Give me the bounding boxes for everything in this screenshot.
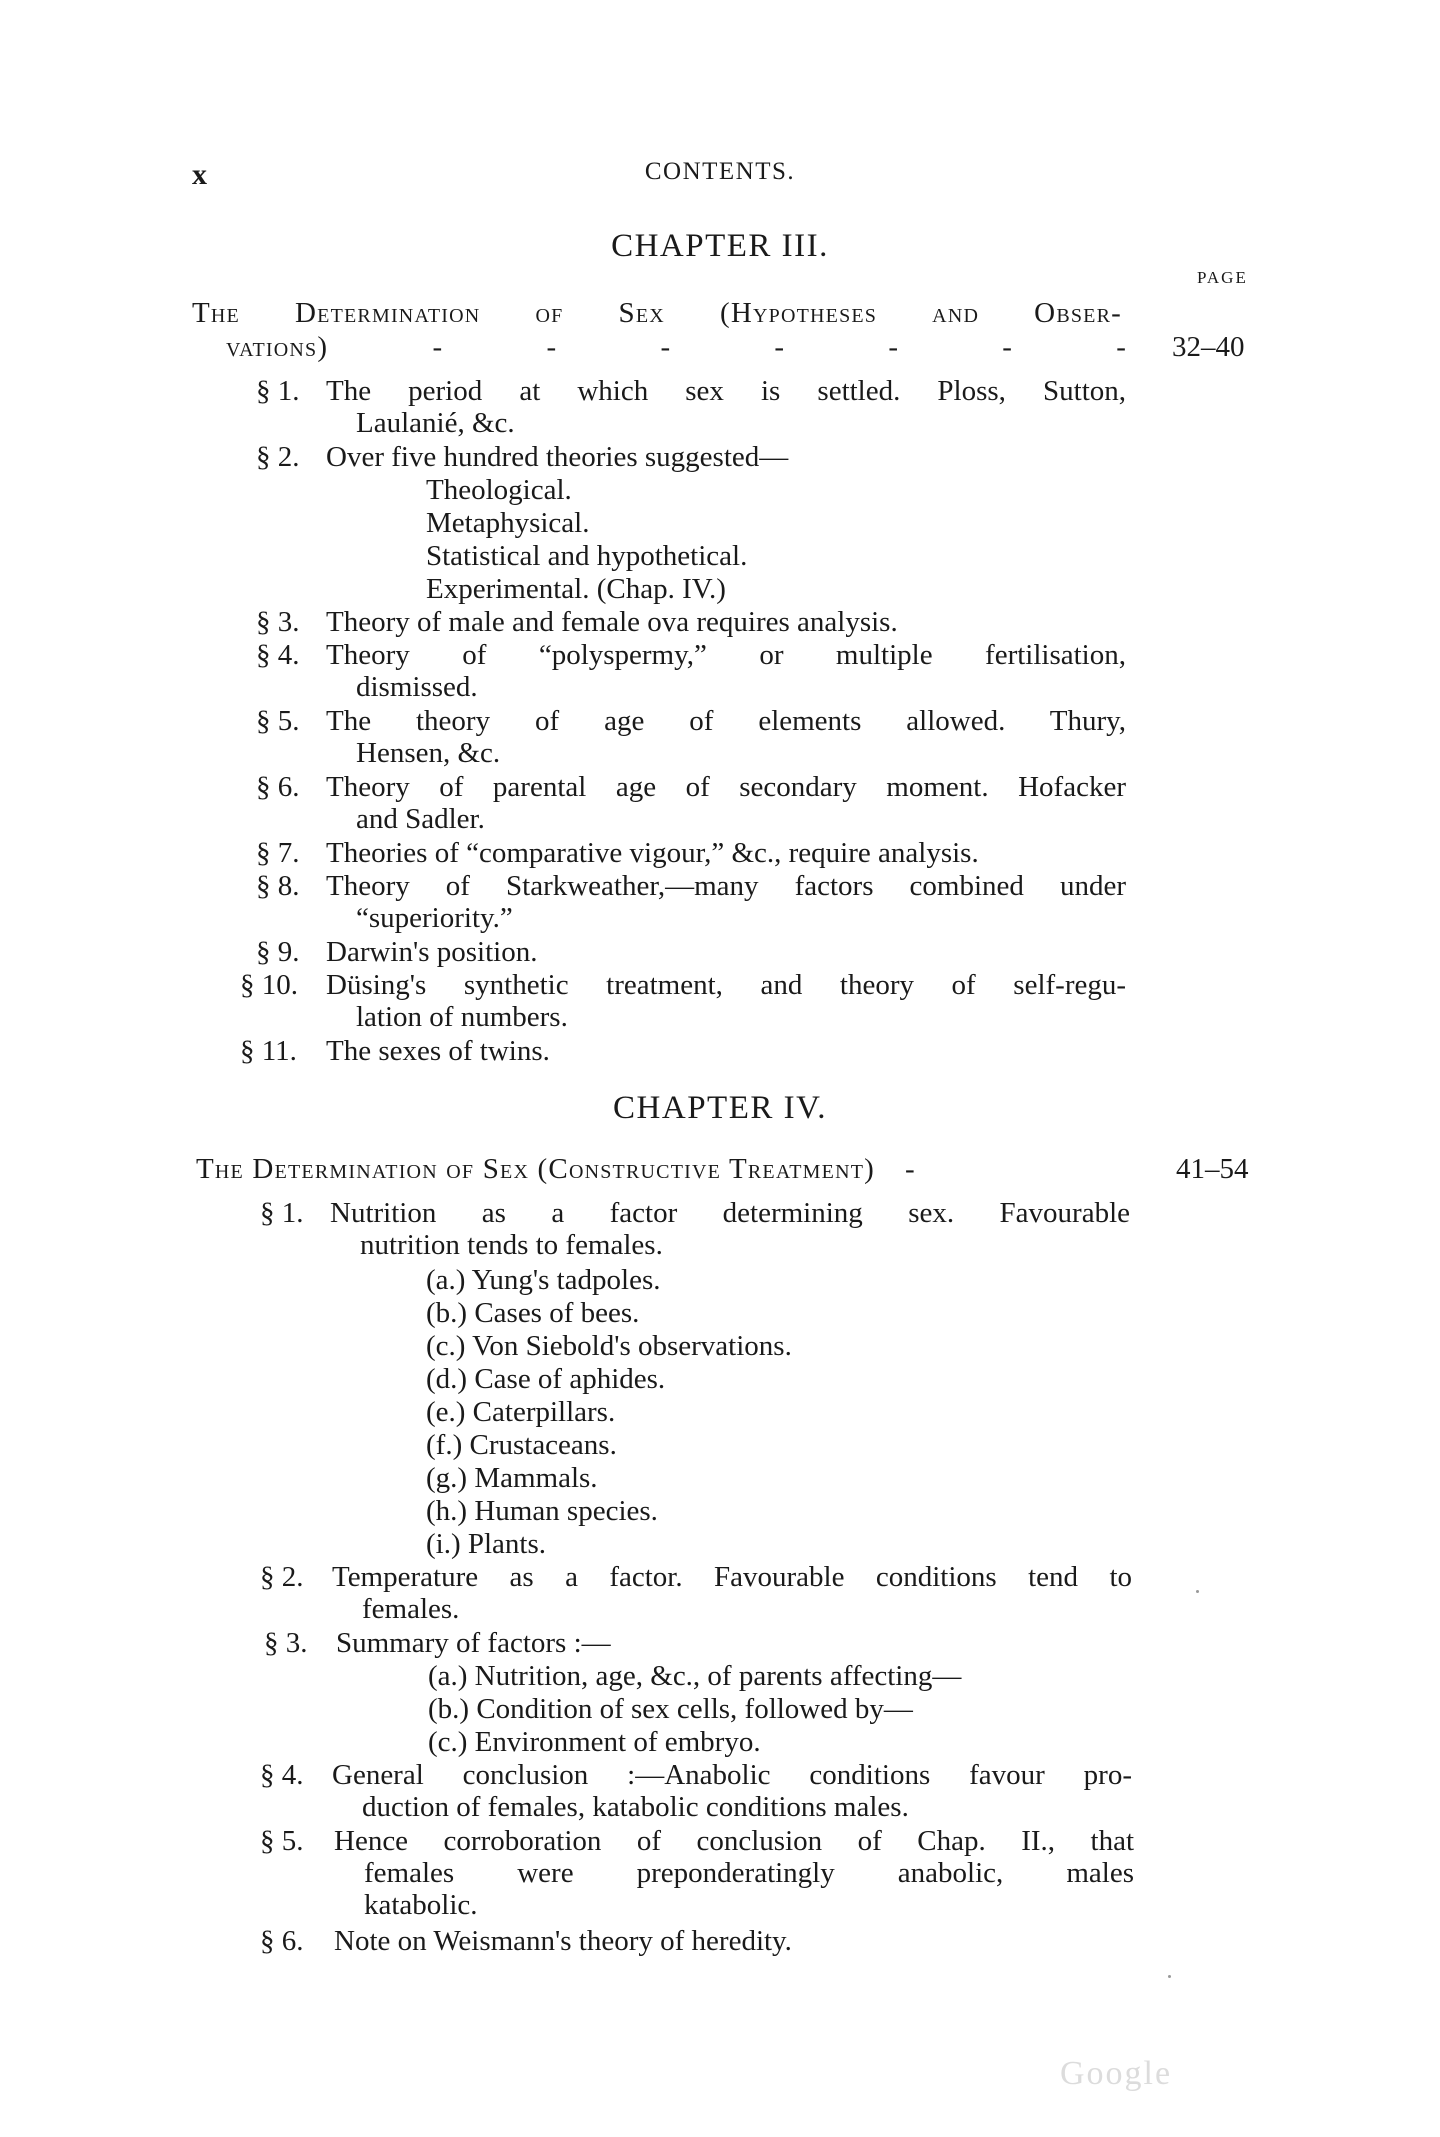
leader-dot: -	[888, 331, 899, 363]
section-text: Theories of “comparative vigour,” &c., require analysis.	[326, 837, 979, 869]
section-number: § 4.	[260, 1759, 304, 1791]
ch3-section-3	[256, 605, 898, 639]
section-number: § 2.	[256, 441, 300, 473]
ch4-section-3	[264, 1626, 611, 1660]
ch3-section-10	[240, 968, 1126, 1033]
ch4-subitem: (b.) Condition of sex cells, followed by—	[428, 1693, 913, 1725]
section-text: Theory of Starkweather,—many factors combined under	[326, 870, 1126, 902]
ch3-subitem: Experimental. (Chap. IV.)	[426, 573, 726, 605]
section-text: Hence corroboration of conclusion of Chap. II., that	[334, 1825, 1134, 1857]
chapter-4-title	[196, 1152, 1130, 1186]
section-number: § 8.	[256, 870, 300, 902]
section-text-cont: Hensen, &c.	[356, 737, 501, 769]
section-number: § 6.	[260, 1925, 304, 1957]
section-text: The period at which sex is settled. Ploss, Sutton,	[326, 375, 1126, 407]
ch3-subitem: Statistical and hypothetical.	[426, 540, 748, 572]
section-number: § 1.	[256, 375, 300, 407]
ch4-subitem: (c.) Environment of embryo.	[428, 1726, 761, 1758]
ch4-subitem: (h.) Human species.	[426, 1495, 658, 1527]
section-text-cont: Laulanié, &c.	[356, 407, 515, 439]
running-header	[0, 158, 1440, 192]
chapter-3-title-line2	[226, 330, 1126, 364]
section-number: § 9.	[256, 936, 300, 968]
chapter-3-title-line1: The Determination of Sex (Hypotheses and Obser-	[192, 297, 1122, 329]
ch3-section-6	[256, 770, 1126, 835]
ch3-subitem: Theological.	[426, 474, 572, 506]
section-number: § 11.	[240, 1035, 297, 1067]
ch4-subitem: (a.) Nutrition, age, &c., of parents affecting—	[428, 1660, 962, 1692]
section-number: § 2.	[260, 1561, 304, 1593]
section-text-cont: females.	[362, 1593, 460, 1625]
chapter-3-pages: 32–40	[1172, 331, 1245, 363]
scan-speck	[1196, 1590, 1199, 1593]
ch3-section-9	[256, 935, 538, 969]
ch4-subitem: (e.) Caterpillars.	[426, 1396, 616, 1428]
chapter-4-heading: CHAPTER IV.	[613, 1090, 827, 1126]
section-text: Nutrition as a factor determining sex. Favourable	[330, 1197, 1130, 1229]
ch3-section-8	[256, 869, 1126, 934]
section-text: Summary of factors :—	[336, 1627, 611, 1659]
ch4-section-6	[260, 1924, 792, 1958]
section-text-cont: katabolic.	[364, 1889, 478, 1921]
leader-dot: -	[432, 331, 443, 363]
running-title: CONTENTS.	[644, 158, 796, 185]
section-number: § 5.	[256, 705, 300, 737]
page-number: x	[192, 158, 207, 191]
ch3-section-4	[256, 638, 1126, 703]
section-number: § 7.	[256, 837, 300, 869]
ch4-section-4	[260, 1758, 1132, 1823]
section-number: § 10.	[240, 969, 298, 1001]
section-number: § 6.	[256, 771, 300, 803]
section-text: Note on Weismann's theory of heredity.	[334, 1925, 792, 1957]
ch4-subitem: (f.) Crustaceans.	[426, 1429, 617, 1461]
ch3-section-2	[256, 440, 789, 474]
section-text-cont: dismissed.	[356, 671, 478, 703]
section-text: Theory of “polyspermy,” or multiple fertilisation,	[326, 639, 1126, 671]
digitizer-watermark: Google	[1060, 2055, 1173, 2092]
ch4-section-1	[260, 1196, 1130, 1261]
section-text: Theory of male and female ova requires analysis.	[326, 606, 898, 638]
section-text-cont: “superiority.”	[356, 902, 513, 934]
ch4-subitem: (d.) Case of aphides.	[426, 1363, 666, 1395]
ch4-subitem: (a.) Yung's tadpoles.	[426, 1264, 661, 1296]
ch4-subitem: (b.) Cases of bees.	[426, 1297, 640, 1329]
ch3-section-5	[256, 704, 1126, 769]
section-number: § 1.	[260, 1197, 304, 1229]
ch3-subitem: Metaphysical.	[426, 507, 590, 539]
ch3-section-1	[256, 374, 1126, 439]
ch4-subitem: (c.) Von Siebold's observations.	[426, 1330, 792, 1362]
section-text: The sexes of twins.	[326, 1035, 550, 1067]
section-text-cont: and Sadler.	[356, 803, 485, 835]
chapter-3-title-line2-text: vations)	[226, 331, 329, 363]
section-text: General conclusion :—Anabolic conditions favour pro-	[332, 1759, 1132, 1791]
section-text: Over five hundred theories suggested—	[326, 441, 789, 473]
section-text-cont: lation of numbers.	[356, 1001, 568, 1033]
leader-dot: -	[660, 331, 671, 363]
leader-dot: -	[1116, 331, 1126, 363]
scan-speck	[1168, 1975, 1171, 1978]
section-text: The theory of age of elements allowed. Thury,	[326, 705, 1126, 737]
section-text: Darwin's position.	[326, 936, 538, 968]
section-text-cont: nutrition tends to females.	[360, 1229, 663, 1261]
section-number: § 3.	[264, 1627, 308, 1659]
ch4-section-2	[260, 1560, 1132, 1625]
section-text: Temperature as a factor. Favourable conditions tend to	[332, 1561, 1132, 1593]
chapter-4-title-text: The Determination of Sex (Constructive Treatment)	[196, 1153, 875, 1185]
chapter-4-pages: 41–54	[1176, 1153, 1249, 1185]
ch4-subitem: (i.) Plants.	[426, 1528, 547, 1560]
leader-dot: -	[1002, 331, 1012, 363]
section-text-cont: duction of females, katabolic conditions males.	[362, 1791, 909, 1823]
section-number: § 3.	[256, 606, 300, 638]
ch4-section-5	[260, 1824, 1134, 1921]
leader-dot: -	[774, 331, 785, 363]
section-text: Düsing's synthetic treatment, and theory of self-regu-	[326, 969, 1126, 1001]
section-text: Theory of parental age of secondary moment. Hofacker	[326, 771, 1126, 803]
section-number: § 4.	[256, 639, 300, 671]
leader-dot: -	[904, 1153, 915, 1185]
ch3-section-11	[240, 1034, 550, 1068]
chapter-3-heading: CHAPTER III.	[611, 228, 829, 264]
ch4-subitem: (g.) Mammals.	[426, 1462, 598, 1494]
section-number: § 5.	[260, 1825, 304, 1857]
ch3-section-7	[256, 836, 979, 870]
section-text-cont: females were preponderatingly anabolic, males	[364, 1857, 1134, 1889]
leader-dot: -	[546, 331, 557, 363]
page-column-label: PAGE	[1197, 268, 1248, 287]
